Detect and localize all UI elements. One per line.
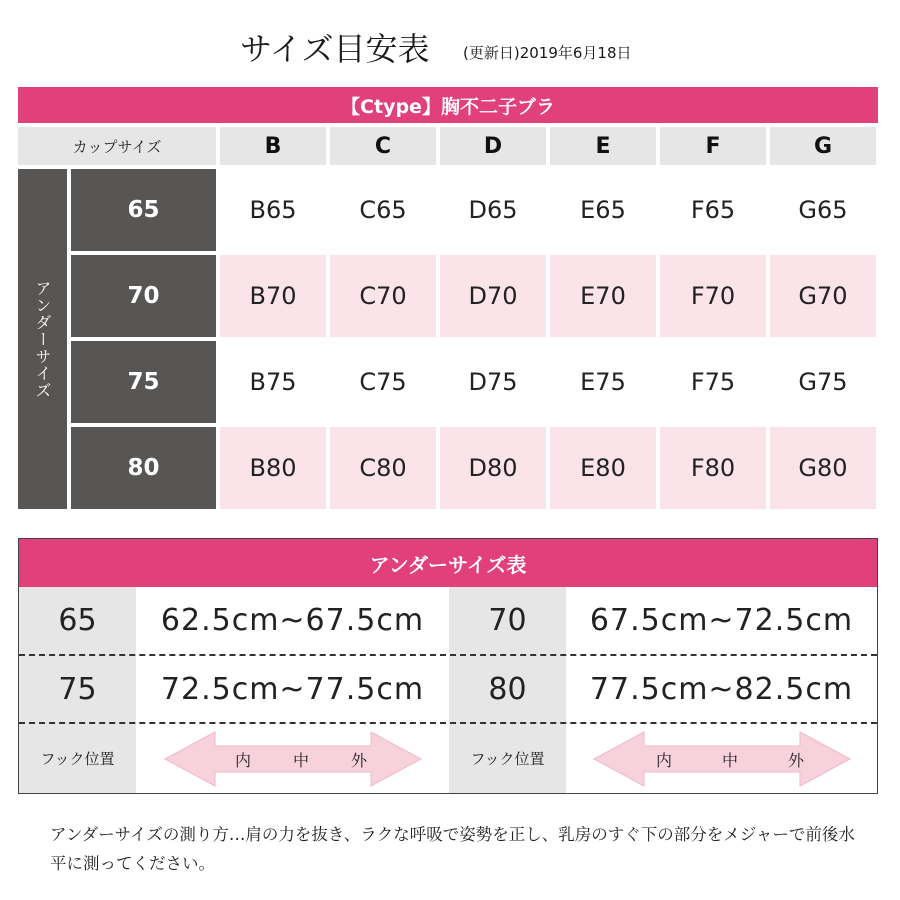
under-size-range: 72.5cm~77.5cm: [160, 671, 425, 707]
size-chart-header: 【Ctype】胸不二子ブラ: [18, 87, 878, 123]
size-cell: F70: [660, 255, 766, 337]
band-75: 75: [71, 341, 216, 423]
page-title: サイズ目安表: [240, 30, 430, 68]
double-arrow-icon: [572, 726, 872, 792]
hook-outer: 外: [787, 750, 804, 770]
hook-arrow: [566, 724, 877, 793]
hook-middle: 中: [292, 750, 309, 770]
hook-arrow: [136, 724, 449, 793]
under-size-table-header: アンダーサイズ表: [19, 539, 877, 587]
size-cell: D80: [440, 427, 546, 509]
hook-position-label: フック位置: [470, 750, 545, 768]
hook-middle: 中: [721, 750, 738, 770]
cup-header-g: G: [770, 127, 876, 165]
size-cell: B75: [249, 368, 297, 396]
size-cell: C75: [359, 368, 407, 396]
under-size-value: 65: [58, 603, 97, 638]
size-cell: F80: [660, 427, 766, 509]
band-80: 80: [71, 427, 216, 509]
size-cell: E75: [580, 368, 626, 396]
size-cell: C70: [330, 255, 436, 337]
updated-date: (更新日)2019年6月18日: [463, 44, 632, 62]
size-cell: G80: [770, 427, 876, 509]
cup-header-c: C: [330, 127, 436, 165]
size-cell: F75: [690, 368, 736, 396]
hook-outer: 外: [350, 750, 367, 770]
size-cell: C65: [359, 196, 407, 224]
under-size-range: 62.5cm~67.5cm: [160, 603, 425, 638]
under-size-value: 70: [488, 603, 527, 638]
under-size-value: 80: [488, 671, 527, 707]
size-cell: G65: [798, 196, 848, 224]
size-cell: B65: [249, 196, 297, 224]
band-65: 65: [71, 169, 216, 251]
size-cell: G70: [770, 255, 876, 337]
cup-header-b: B: [220, 127, 326, 165]
under-size-range: 77.5cm~82.5cm: [589, 671, 854, 707]
cup-header-d: D: [440, 127, 546, 165]
size-cell: D70: [440, 255, 546, 337]
cup-header-f: F: [660, 127, 766, 165]
size-cell: G75: [798, 368, 848, 396]
size-cell: B80: [220, 427, 326, 509]
under-size-range: 67.5cm~72.5cm: [589, 603, 854, 638]
hook-inner: 内: [655, 750, 672, 770]
hook-position-label: フック位置: [40, 750, 115, 768]
double-arrow-icon: [143, 726, 443, 792]
cup-header-e: E: [550, 127, 656, 165]
band-70: 70: [71, 255, 216, 337]
size-cell: D75: [468, 368, 518, 396]
size-cell: E70: [550, 255, 656, 337]
size-cell: C80: [330, 427, 436, 509]
size-cell: F65: [690, 196, 736, 224]
size-cell: D65: [468, 196, 518, 224]
size-cell: B70: [220, 255, 326, 337]
cup-size-label: カップサイズ: [18, 127, 216, 165]
size-cell: E80: [550, 427, 656, 509]
under-size-value: 75: [58, 671, 97, 707]
measurement-note: アンダーサイズの測り方…肩の力を抜き、ラクな呼吸で姿勢を正し、乳房のすぐ下の部分をメジャーで前後水平に測ってください。: [50, 825, 855, 873]
under-size-side-label: アンダーサイズ: [33, 279, 52, 399]
hook-inner: 内: [234, 750, 251, 770]
size-cell: E65: [580, 196, 626, 224]
